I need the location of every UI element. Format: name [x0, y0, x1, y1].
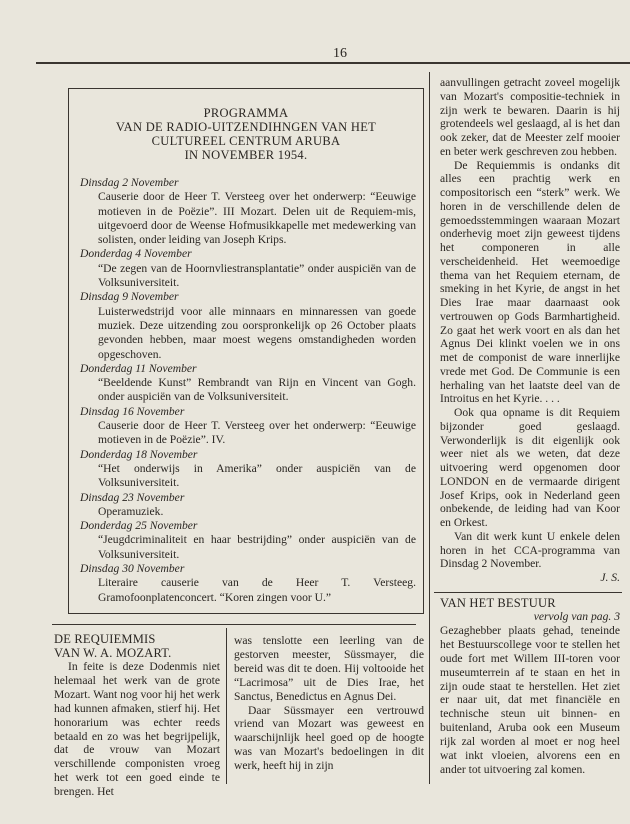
- entry-text: Luisterwedstrijd voor alle minnaars en minnaressen van goede muziek. Deze uitzending zou oorspronkelijk op 26 October plaats gevonden hebben, maar moest wegens omstandigheden worden opgeschoven.: [98, 304, 416, 361]
- bestuur-section: [440, 596, 620, 777]
- page-number: 16: [333, 46, 347, 61]
- requiem-col-1: [54, 632, 220, 799]
- requiem-paragraph: In feite is deze Dodenmis niet helemaal het werk van de grote Mozart. Want nog voor hij het werk had kunnen afmaken, stierf hij. Het honorarium was echter reeds betaald en zo was het begrijpelijk, dat de vrouw van Mozart verschillende componisten vroeg het werk tot een goed einde te brengen. Het: [54, 660, 220, 799]
- bestuur-paragraph: Gezaghebber plaats gehad, teneinde het Bestuurscollege voor te stellen het oude fort met Willem III-toren voor museumterrein af te staan en het in zijn oude staat te herstellen. Het ziet er naar uit, dat met financiële en technische steun uit binnen- en buitenland, Aruba ook een Museum rijk zal worden al moet er nog heel wat inkt vloeien, alvorens een en ander tot uitvoering zal komen.: [440, 623, 620, 776]
- entry-text: Causerie door de Heer T. Versteeg over het onderwerp: “Eeuwige motieven in de Poëzie”. III Mozart. Delen uit de Requiem-mis, uitgevoerd door de Weense Hofmusikkapelle met medewerking van solisten, onder leiding van Joseph Krips.: [98, 190, 416, 247]
- bestuur-heading: VAN HET BESTUUR: [440, 596, 556, 610]
- requiem-heading: DE REQUIEMMIS: [54, 632, 156, 646]
- entry-text: “Het onderwijs in Amerika” onder auspiciën van de Volksuniversiteit.: [98, 461, 416, 490]
- programma-title: [68, 106, 424, 162]
- bestuur-vervolg: vervolg van pag. 3: [533, 610, 620, 623]
- programma-title-line: IN NOVEMBER 1954.: [184, 148, 308, 162]
- entry-date: Donderdag 18 November: [80, 447, 198, 461]
- column-divider: [226, 628, 227, 784]
- entry-text: “Beeldende Kunst” Rembrandt van Rijn en Vincent van Gogh. onder auspiciën van de Volksuniversiteit.: [98, 376, 416, 404]
- requiem-paragraph: Daar Süssmayer een vertrouwd vriend van Mozart was geweest en waarschijnlijk heel goed op de hoogte was van Mozart's bedoelingen in dit werk, heeft hij in zijn: [234, 703, 424, 773]
- top-rule: [36, 62, 630, 64]
- entry-text: “De zegen van de Hoornvliestransplantatie” onder auspiciën van de Volksuniversiteit.: [98, 261, 416, 290]
- programma-list: [80, 176, 416, 605]
- entry-text: Literaire causerie van de Heer T. Versteeg. Gramofoonplatenconcert. “Koren zingen voor U.”: [98, 576, 416, 604]
- entry-text: Causerie door de Heer T. Versteeg over het onderwerp: “Eeuwige motieven in de Poëzie”. IV.: [98, 419, 416, 447]
- entry-date: Dinsdag 30 November: [80, 562, 185, 576]
- entry-date: Dinsdag 23 November: [80, 490, 185, 504]
- programma-title-line: VAN DE RADIO-UITZENDIHNGEN VAN HET: [115, 120, 377, 134]
- section-rule: [52, 624, 416, 625]
- column-divider: [429, 72, 430, 784]
- requiem-col-2: [234, 634, 424, 773]
- entry-date: Donderdag 11 November: [80, 361, 197, 375]
- requiem-paragraph: De Requiemmis is ondanks dit alles een prachtig werk en compositorisch een “sterk” werk. We horen in de verschillende delen de gemoedsstemmingen waaraan Mozart onderhevig moet zijn geweest tijdens het componeren in alle verscheidenheid. Het weemoedige thema van het Requiem eternam, de smeking in het Kyrie, de angst in het Dies Irae maar daarnaast ook vertrouwen op Gods Barmhartigheid. Zo gaat het werk voort en als dan het Agnus Dei klinkt voelen we in ons met de componist de ware innerlijke vrede met God. De Communie is een herhaling van het laatste deel van de Introitus en het Kyrie. . . .: [440, 158, 620, 406]
- entry-date: Dinsdag 2 November: [80, 176, 179, 189]
- requiem-col-3: [440, 76, 620, 585]
- entry-text: Operamuziek.: [98, 504, 164, 518]
- requiem-paragraph: was tenslotte een leerling van de gestorven meester, Süssmayer, die bereid was dit te doen. Hij voltooide het “Lacrimosa” uit de Dies Irae, het Sanctus, Benedictus en Agnus Dei.: [234, 634, 424, 703]
- programma-title-line: PROGRAMMA: [203, 106, 289, 120]
- requiem-paragraph: aanvullingen getracht zoveel mogelijk van Mozart's compositie-techniek in zijn werk te bewaren. Daarin is hij grotendeels wel geslaagd, al is het dan ook zeker, dat de Meester zelf mooier en beter werk geschreven zou hebben.: [440, 76, 620, 158]
- requiem-subheading: VAN W. A. MOZART.: [54, 646, 172, 660]
- entry-date: Donderdag 25 November: [80, 519, 198, 533]
- entry-date: Donderdag 4 November: [80, 247, 192, 261]
- section-rule: [434, 592, 622, 593]
- requiem-paragraph: Van dit werk kunt U enkele delen horen in het CCA-programma van Dinsdag 2 November.: [440, 529, 620, 571]
- entry-date: Dinsdag 16 November: [80, 404, 185, 418]
- entry-text: “Jeugdcriminaliteit en haar bestrijding” onder auspiciën van de Volksuniversiteit.: [98, 533, 416, 561]
- signature: J. S.: [600, 571, 620, 584]
- requiem-paragraph: Ook qua opname is dit Requiem bijzonder goed geslaagd. Verwonderlijk is dit eigenlijk ook weer niet als we weten, dat deze uitvoering werd opgenomen door LONDON en de vermaarde dirigent Josef Krips, ook in Nederland geen onbekende, de leiding had van Koor en Orkest.: [440, 406, 620, 529]
- entry-date: Dinsdag 9 November: [80, 290, 179, 304]
- programma-title-line: CULTUREEL CENTRUM ARUBA: [151, 134, 341, 148]
